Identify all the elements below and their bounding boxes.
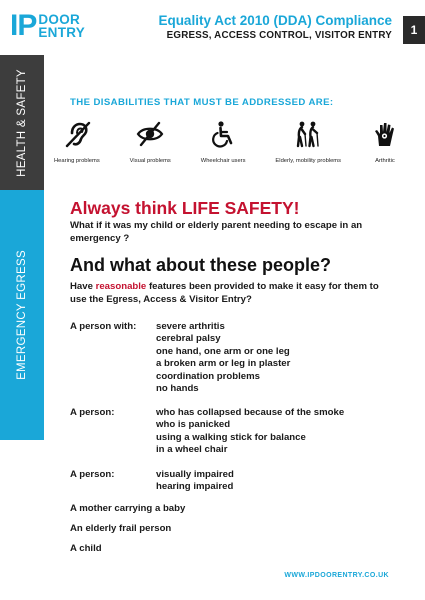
group-person-with xyxy=(70,321,290,395)
line-child: A child xyxy=(70,543,102,554)
elderly-icon xyxy=(294,120,322,148)
footer-url[interactable]: WWW.IPDOORENTRY.CO.UK xyxy=(284,572,389,579)
logo-ip: IP xyxy=(10,9,37,42)
disability-elderly xyxy=(275,120,341,164)
group-person-impaired xyxy=(70,469,234,494)
line-mother-baby: A mother carrying a baby xyxy=(70,503,186,514)
people-question-start: Have xyxy=(70,281,96,292)
list-item: visually impaired xyxy=(156,469,234,480)
page-title: Equality Act 2010 (DDA) Compliance xyxy=(158,13,392,28)
logo-line-entry: ENTRY xyxy=(38,25,86,40)
disability-label: Wheelchair users xyxy=(200,158,246,164)
arthritic-hand-icon xyxy=(371,120,399,148)
life-safety-heading: Always think LIFE SAFETY! xyxy=(70,198,300,218)
disability-visual xyxy=(130,120,171,164)
disability-arthritic xyxy=(371,120,399,164)
disabilities-row xyxy=(54,120,399,164)
page-subtitle: EGRESS, ACCESS CONTROL, VISITOR ENTRY xyxy=(166,30,392,41)
list-item: who has collapsed because of the smoke xyxy=(156,407,345,418)
disability-wheelchair xyxy=(201,120,246,164)
disability-label: Elderly, mobility problems xyxy=(275,158,342,164)
people-question xyxy=(70,280,390,306)
page-number: 1 xyxy=(403,16,425,44)
people-question-end: features been provided to make it easy for them to use the Egress, Access & Visitor Entry? xyxy=(70,281,379,305)
disability-hearing xyxy=(54,120,100,164)
disability-label: Arthritic xyxy=(375,158,395,164)
side-tab-emergency-egress-label: EMERGENCY EGRESS xyxy=(16,250,28,380)
list-item: cerebral palsy xyxy=(156,333,221,345)
line-elderly-frail: An elderly frail person xyxy=(70,523,172,534)
visual-impairment-icon xyxy=(136,120,164,148)
reasonable-highlight: reasonable xyxy=(95,281,147,292)
disability-label: Hearing problems xyxy=(54,158,100,164)
logo-words xyxy=(38,13,85,39)
list-item: who is panicked xyxy=(156,419,231,431)
list-item: a broken arm or leg in plaster xyxy=(156,358,291,370)
hearing-icon xyxy=(63,120,91,148)
group-label: A person: xyxy=(70,407,115,418)
people-heading: And what about these people? xyxy=(70,255,332,275)
list-item: using a walking stick for balance xyxy=(156,431,306,443)
logo xyxy=(10,9,86,42)
group-label: A person with: xyxy=(70,321,137,332)
side-tab-emergency-egress xyxy=(0,190,44,440)
list-item: in a wheel chair xyxy=(156,444,228,456)
group-person-smoke xyxy=(70,407,344,457)
wheelchair-icon xyxy=(209,120,237,148)
side-tab-health-safety-label: HEALTH & SAFETY xyxy=(16,68,28,177)
group-items xyxy=(156,321,290,395)
group-items xyxy=(156,407,344,457)
list-item: hearing impaired xyxy=(156,481,234,493)
disabilities-heading: THE DISABILITIES THAT MUST BE ADDRESSED ARE: xyxy=(70,97,334,108)
group-items xyxy=(156,469,234,494)
list-item: coordination problems xyxy=(156,370,260,382)
list-item: severe arthritis xyxy=(156,321,225,332)
side-tab-health-safety xyxy=(0,55,44,190)
header-title-block xyxy=(158,13,392,43)
list-item: one hand, one arm or one leg xyxy=(156,345,290,357)
disability-label: Visual problems xyxy=(129,158,171,164)
group-label: A person: xyxy=(70,469,115,480)
list-item: no hands xyxy=(156,383,199,395)
life-safety-question: What if it was my child or elderly parent needing to escape in an emergency ? xyxy=(70,220,363,244)
logo-line-door: DOOR xyxy=(38,12,81,27)
